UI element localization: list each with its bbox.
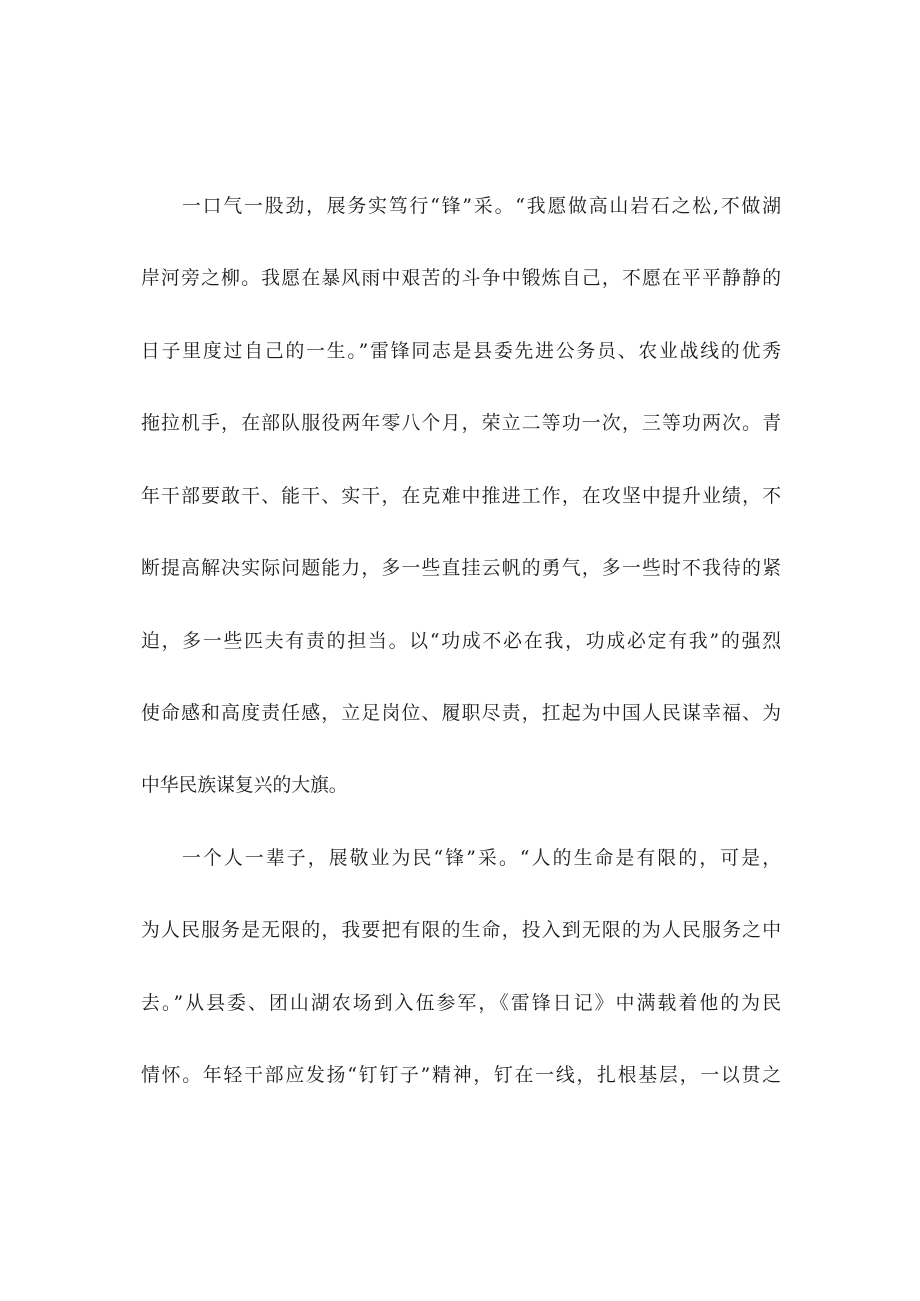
paragraph-line: 情怀。年轻干部应发扬“钉钉子”精神，钉在一线，扎根基层，一以贯之 [141, 1065, 781, 1086]
paragraph-line: 一口气一股劲，展务实笃行“锋”采。“我愿做高山岩石之松,不做湖 [182, 196, 781, 217]
paragraph-line: 去。”从县委、团山湖农场到入伍参军，《雷锋日记》中满载着他的为民 [141, 993, 781, 1014]
paragraph-line: 迫，多一些匹夫有责的担当。以“功成不必在我，功成必定有我”的强烈 [141, 631, 781, 652]
paragraph-line: 使命感和高度责任感，立足岗位、履职尽责，扛起为中国人民谋幸福、为 [141, 703, 781, 724]
paragraph-line: 日子里度过自己的一生。”雷锋同志是县委先进公务员、农业战线的优秀 [141, 341, 781, 362]
paragraph-line: 为人民服务是无限的，我要把有限的生命，投入到无限的为人民服务之中 [141, 920, 781, 941]
paragraph-line: 断提高解决实际问题能力，多一些直挂云帆的勇气，多一些时不我待的紧 [141, 558, 781, 579]
paragraph-line: 一个人一辈子，展敬业为民“锋”采。“人的生命是有限的，可是， [182, 848, 781, 869]
paragraph-line: 岸河旁之柳。我愿在暴风雨中艰苦的斗争中锻炼自己，不愿在平平静静的 [141, 268, 781, 289]
paragraph-line: 拖拉机手，在部队服役两年零八个月，荣立二等功一次，三等功两次。青 [141, 413, 781, 434]
paragraph-line: 中华民族谋复兴的大旗。 [141, 775, 348, 796]
paragraph-line: 年干部要敢干、能干、实干，在克难中推进工作，在攻坚中提升业绩，不 [141, 486, 781, 507]
